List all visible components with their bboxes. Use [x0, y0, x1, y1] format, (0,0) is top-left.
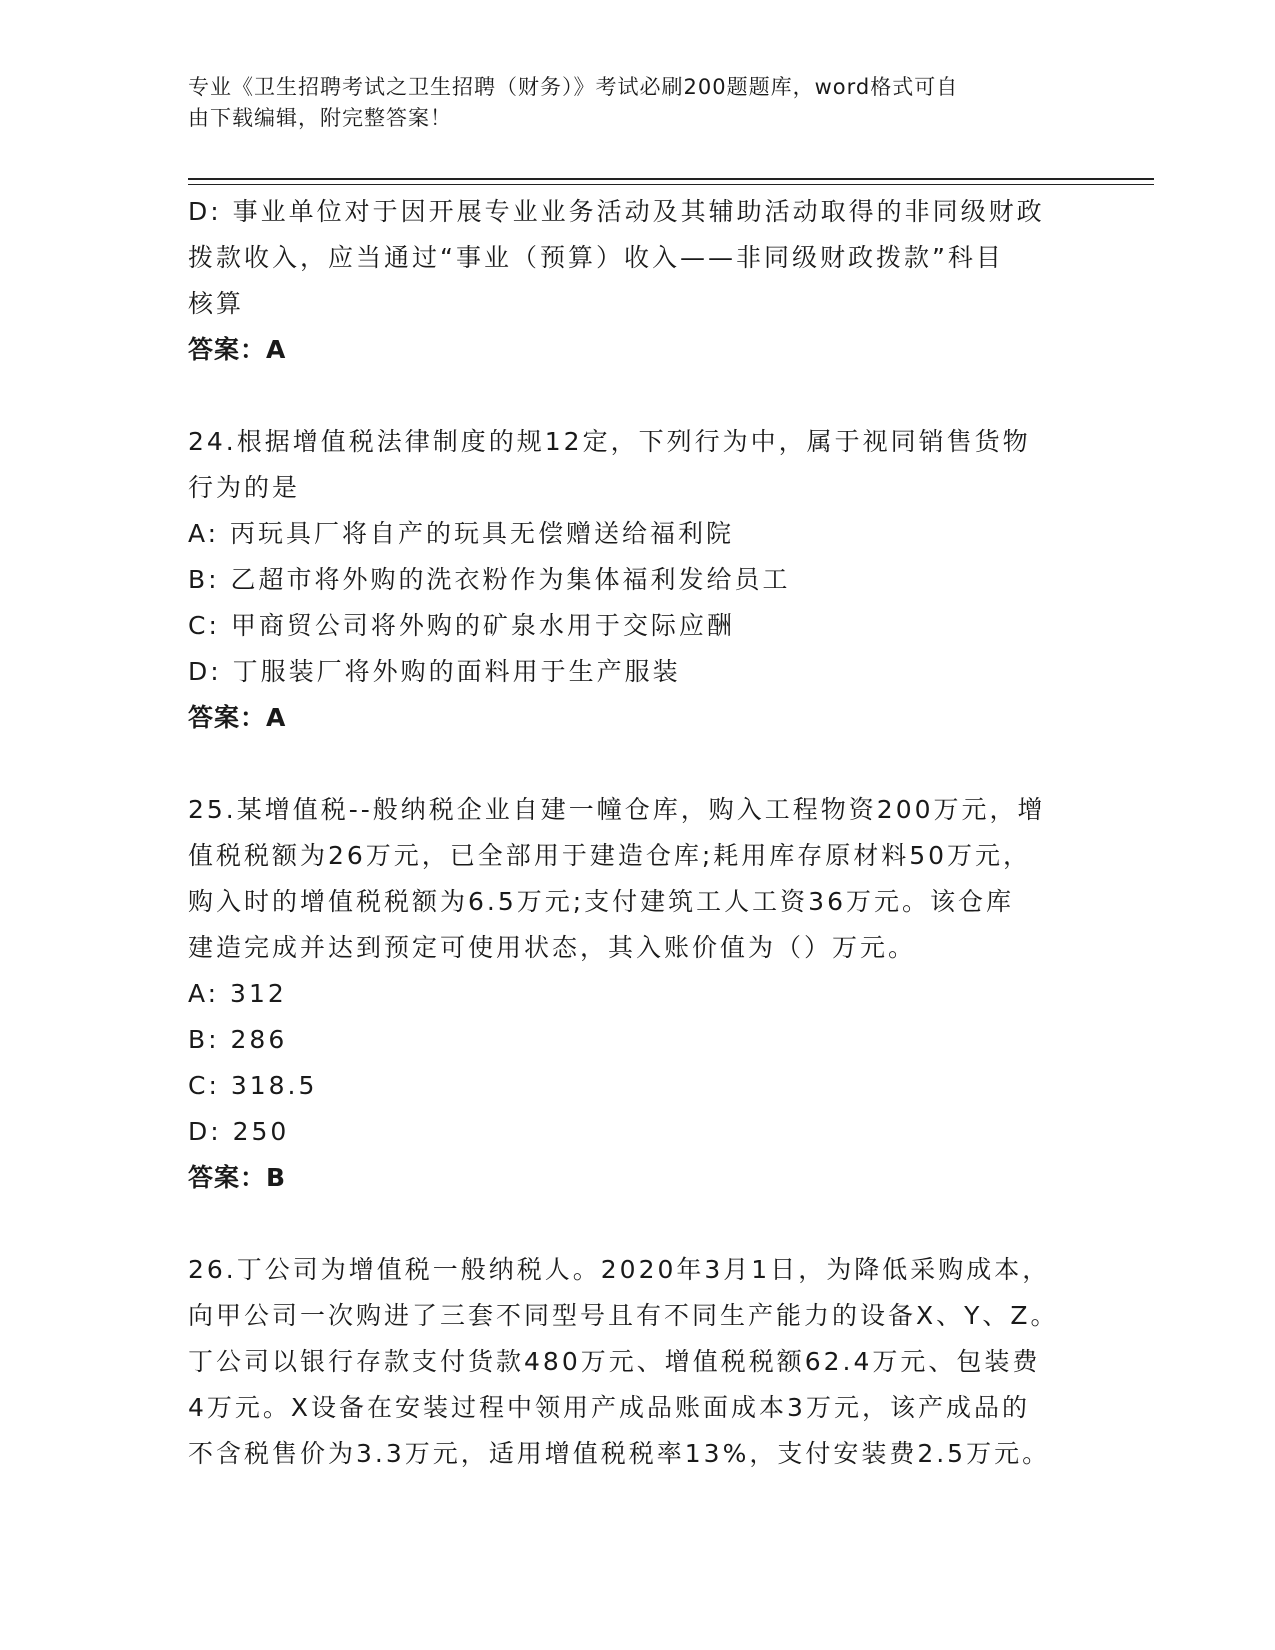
- question-stem-line: 26.丁公司为增值税一般纳税人。2020年3月1日，为降低采购成本，: [188, 1255, 1051, 1284]
- header-line-1: 专业《卫生招聘考试之卫生招聘（财务）》考试必刷200题题库，word格式可自: [188, 75, 959, 99]
- spacer: [188, 1201, 1088, 1247]
- option-text-line: 核算: [188, 289, 245, 318]
- option-d: D: 丁服装厂将外购的面料用于生产服装: [188, 657, 681, 686]
- header-line-2: 由下载编辑，附完整答案！: [188, 106, 452, 130]
- answer-line: 答案：A: [188, 703, 287, 732]
- answer-line: 答案：A: [188, 335, 287, 364]
- question-26: [188, 1247, 1088, 1477]
- option-d: D: 250: [188, 1117, 290, 1146]
- question-stem-line: 建造完成并达到预定可使用状态，其入账价值为（）万元。: [188, 933, 917, 962]
- option-c: C: 318.5: [188, 1071, 318, 1100]
- header-rule-thick: [188, 178, 1154, 180]
- question-stem-line: 25.某增值税--般纳税企业自建一幢仓库，购入工程物资200万元，增: [188, 795, 1046, 824]
- document-body: [188, 189, 1088, 1477]
- document-header: [188, 72, 1068, 134]
- question-stem-line: 值税税额为26万元，已全部用于建造仓库;耗用库存原材料50万元，: [188, 841, 1032, 870]
- question-25: [188, 787, 1088, 1201]
- question-stem-line: 行为的是: [188, 473, 301, 502]
- header-rule-thin: [188, 184, 1154, 185]
- question-stem-line: 丁公司以银行存款支付货款480万元、增值税税额62.4万元、包装费: [188, 1347, 1041, 1376]
- question-stem-line: 购入时的增值税税额为6.5万元;支付建筑工人工资36万元。该仓库: [188, 887, 1014, 916]
- question-stem-line: 4万元。X设备在安装过程中领用产成品账面成本3万元，该产成品的: [188, 1393, 1030, 1422]
- question-stem-line: 不含税售价为3.3万元，适用增值税税率13%，支付安装费2.5万元。: [188, 1439, 1051, 1468]
- option-b: B: 乙超市将外购的洗衣粉作为集体福利发给员工: [188, 565, 791, 594]
- prev-question-block: [188, 189, 1088, 373]
- option-text-line: D: 事业单位对于因开展专业业务活动及其辅助活动取得的非同级财政: [188, 197, 1045, 226]
- question-stem-line: 向甲公司一次购进了三套不同型号且有不同生产能力的设备X、Y、Z。: [188, 1301, 1059, 1330]
- option-a: A: 丙玩具厂将自产的玩具无偿赠送给福利院: [188, 519, 735, 548]
- question-stem-line: 24.根据增值税法律制度的规12定，下列行为中，属于视同销售货物: [188, 427, 1031, 456]
- option-b: B: 286: [188, 1025, 288, 1054]
- question-24: [188, 419, 1088, 741]
- answer-line: 答案：B: [188, 1163, 287, 1192]
- option-c: C: 甲商贸公司将外购的矿泉水用于交际应酬: [188, 611, 735, 640]
- spacer: [188, 741, 1088, 787]
- option-a: A: 312: [188, 979, 287, 1008]
- option-text-line: 拨款收入，应当通过“事业（预算）收入——非同级财政拨款”科目: [188, 243, 1004, 272]
- spacer: [188, 373, 1088, 419]
